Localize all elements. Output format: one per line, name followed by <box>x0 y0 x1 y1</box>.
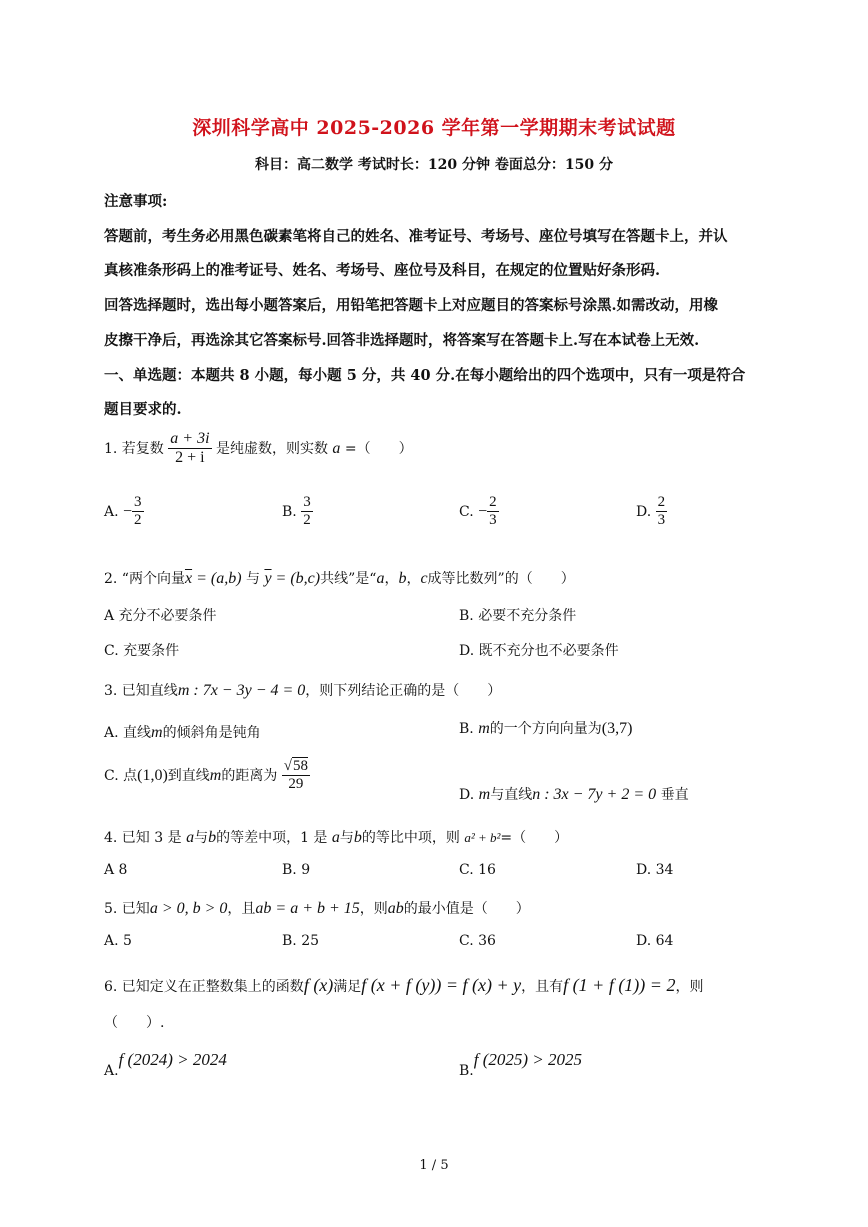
q1-opt-b-num: 3 <box>301 494 313 512</box>
q1-opt-c-sign: − <box>478 502 488 520</box>
q5-condition: a > 0, b > 0 <box>149 900 228 917</box>
q3-opt-d-equation: n : 3x − 7y + 2 = 0 <box>532 786 657 803</box>
q5-equation: ab = a + b + 15 <box>255 900 360 917</box>
q5-expression: ab <box>387 900 404 917</box>
q4-option-c[interactable]: C. 16 <box>459 862 496 878</box>
question-6-stem-line2: （ ）. <box>104 1015 165 1031</box>
q5-text-mid2: ，则 <box>359 901 388 917</box>
exam-title: 深圳科学高中 2025-2026 学年第一学期期末考试试题 <box>192 117 676 139</box>
section-heading-line1: 一、单选题：本题共 8 小题，每小题 5 分，共 40 分.在每小题给出的四个选项中，只有一项是符合 <box>104 367 746 384</box>
q3-option-a[interactable] <box>104 722 261 742</box>
q1-opt-d-label: D. <box>636 503 652 520</box>
q1-var: a <box>332 439 341 457</box>
question-2-stem <box>104 568 575 588</box>
q1-opt-d-den: 3 <box>657 512 666 529</box>
q2-vector-x: $\overline{x}$ <box>184 570 193 587</box>
question-1-stem <box>104 430 413 468</box>
page-number: 1 / 5 <box>419 1158 449 1173</box>
q6-text-post: ，则 <box>675 979 704 995</box>
q4-text-6: =（ ） <box>500 830 569 846</box>
q1-opt-a-frac <box>132 494 144 530</box>
q1-opt-a-den: 2 <box>134 512 142 529</box>
q6-equation-1: f (x + f (y)) = f (x) + y <box>361 975 522 995</box>
q2-text-1: 2. “两个向量 <box>104 571 185 587</box>
q1-opt-a-sign: − <box>123 502 133 520</box>
q5-option-a[interactable]: A. 5 <box>104 933 132 949</box>
q4-option-d[interactable]: D. 34 <box>636 862 674 878</box>
question-4-stem <box>104 827 568 847</box>
q1-opt-c-num: 2 <box>487 494 499 512</box>
question-3-stem <box>104 680 501 700</box>
q6-opt-a-expr: f (2024) > 2024 <box>118 1050 227 1069</box>
q1-opt-b-label: B. <box>282 503 297 520</box>
q4-expression: a² + b² <box>464 830 501 845</box>
q2-vector-y: $\overline{y}$ <box>264 570 272 587</box>
q2-sep-1: ， <box>384 571 399 587</box>
q6-opt-b-expr: f (2025) > 2025 <box>473 1050 583 1069</box>
q2-option-c[interactable]: C. 充要条件 <box>104 643 180 659</box>
q4-var-b1: b <box>208 829 217 846</box>
q6-option-b[interactable] <box>459 1050 583 1079</box>
q2-var-a: a <box>376 570 385 587</box>
q1-opt-b-frac <box>301 494 313 530</box>
q2-option-b[interactable]: B. 必要不充分条件 <box>459 608 577 624</box>
notes-p1-line1: 答题前，考生务必用黑色碳素笔将自己的姓名、准考证号、考场号、座位号填写在答题卡上，并认 <box>104 228 728 245</box>
q4-var-a1: a <box>186 829 195 846</box>
q4-var-b2: b <box>353 829 362 846</box>
q2-var-b: b <box>398 570 407 587</box>
q2-text-2: 与 <box>245 571 260 587</box>
q3-opt-a-pre: A. 直线 <box>104 725 152 741</box>
q2-var-c: c <box>420 570 428 587</box>
q2-option-a[interactable]: A 充分不必要条件 <box>104 608 217 624</box>
q4-text-5: 的等比中项，则 <box>361 830 460 846</box>
notes-p2-line1: 回答选择题时，选出每小题答案后，用铅笔把答题卡上对应题目的答案标号涂黑.如需改动，用橡 <box>104 297 719 314</box>
q3-opt-a-var: m <box>151 724 163 741</box>
q5-option-b[interactable]: B. 25 <box>282 933 320 949</box>
q2-text-3: 共线”是“ <box>320 571 377 587</box>
q2-text-4: 成等比数列”的（ ） <box>427 571 575 587</box>
notes-heading: 注意事项: <box>104 193 168 210</box>
q1-text-post: =（ ） <box>344 440 413 457</box>
q1-opt-d-num: 2 <box>656 494 668 512</box>
question-6-stem <box>104 975 703 996</box>
q1-opt-a-label: A. <box>104 503 119 520</box>
q6-text-mid: 满足 <box>333 979 362 995</box>
q3-opt-c-frac: $\frac{√58}{29}$ <box>283 758 309 793</box>
q1-opt-c-frac <box>487 494 499 530</box>
q3-opt-b-pre: B. <box>459 721 474 737</box>
q3-opt-c-mid2: 的距离为 <box>221 767 278 784</box>
q5-option-c[interactable]: C. 36 <box>459 933 496 949</box>
q1-opt-c-den: 3 <box>489 512 497 529</box>
q3-option-c[interactable] <box>104 758 310 794</box>
section-heading-line2: 题目要求的. <box>104 401 182 418</box>
q3-opt-c-var: m <box>209 766 222 784</box>
q5-text-mid: ，且 <box>227 901 256 917</box>
q6-option-a[interactable] <box>104 1050 227 1079</box>
q4-text-1: 4. 已知 3 是 <box>104 830 182 846</box>
q3-opt-c-mid: 到直线 <box>167 767 210 784</box>
q4-option-b[interactable]: B. 9 <box>282 862 311 878</box>
q6-text-pre: 6. 已知定义在正整数集上的函数 <box>104 979 304 995</box>
q6-function: f (x) <box>303 975 334 995</box>
q5-text-pre: 5. 已知 <box>104 901 150 917</box>
q2-option-d[interactable]: D. 既不充分也不必要条件 <box>459 643 619 659</box>
q1-text-pre: 1. 若复数 <box>104 440 164 457</box>
q3-opt-c-den: 29 <box>288 776 304 793</box>
exam-subtitle: 科目：高二数学 考试时长：120 分钟 卷面总分：150 分 <box>255 157 613 173</box>
notes-p1-line2: 真核准条形码上的准考证号、姓名、考场号、座位号及科目，在规定的位置贴好条形码. <box>104 262 661 279</box>
q4-text-4: 与 <box>339 830 354 846</box>
q1-text-mid: 是纯虚数，则实数 <box>215 440 328 457</box>
q2-expr-1: = (a,b) <box>192 570 242 587</box>
notes-p2-line2: 皮擦干净后，再选涂其它答案标号.回答非选择题时，将答案写在答题卡上.写在本试卷上无效. <box>104 332 700 349</box>
q1-opt-a-num: 3 <box>132 494 144 512</box>
q3-option-b[interactable] <box>459 718 632 738</box>
q1-option-b[interactable] <box>282 494 313 530</box>
q3-option-d[interactable] <box>459 784 689 804</box>
q3-opt-b-vector: (3,7) <box>601 720 633 737</box>
q1-opt-b-den: 2 <box>303 512 311 529</box>
q1-option-a[interactable] <box>104 494 144 530</box>
q1-opt-d-frac <box>656 494 668 530</box>
q2-sep-2: ， <box>406 571 421 587</box>
q4-option-a[interactable]: A 8 <box>104 862 128 878</box>
q1-option-c[interactable] <box>459 494 499 530</box>
q1-opt-c-label: C. <box>459 503 474 520</box>
q3-opt-d-var: m <box>478 786 491 803</box>
q1-frac-num: a + 3i <box>168 430 211 449</box>
question-5-stem <box>104 898 530 918</box>
q2-expr-2: = (b,c) <box>271 570 321 587</box>
q1-fraction <box>168 430 211 468</box>
q3-text-pre: 3. 已知直线 <box>104 683 178 699</box>
q4-text-2: 与 <box>194 830 209 846</box>
q3-opt-a-post: 的倾斜角是钝角 <box>162 725 261 741</box>
q3-opt-c-pre: C. 点 <box>104 767 138 784</box>
q3-opt-d-pre: D. <box>459 787 475 803</box>
q3-text-post: ，则下列结论正确的是（ ） <box>305 683 502 699</box>
q3-opt-d-post: 垂直 <box>660 787 689 803</box>
q3-opt-c-point: (1,0) <box>137 766 168 784</box>
q6-text-mid2: ，且有 <box>521 979 564 995</box>
q5-option-d[interactable]: D. 64 <box>636 933 674 949</box>
q4-var-a2: a <box>331 829 340 846</box>
q6-equation-2: f (1 + f (1)) = 2 <box>563 975 676 995</box>
q3-opt-b-mid: 的一个方向向量为 <box>489 721 602 737</box>
q1-option-d[interactable] <box>636 494 667 530</box>
q5-text-post: 的最小值是（ ） <box>403 901 530 917</box>
q3-opt-b-var: m <box>478 720 490 737</box>
q3-opt-d-mid: 与直线 <box>490 787 533 803</box>
q6-opt-a-label: A. <box>104 1063 119 1079</box>
q6-opt-b-label: B. <box>459 1063 474 1079</box>
q1-frac-den: 2 + i <box>175 449 205 467</box>
q3-opt-c-num: 58 <box>293 758 309 774</box>
q4-text-3: 的等差中项，1 是 <box>216 830 328 846</box>
q3-line-equation: m : 7x − 3y − 4 = 0 <box>177 682 306 699</box>
